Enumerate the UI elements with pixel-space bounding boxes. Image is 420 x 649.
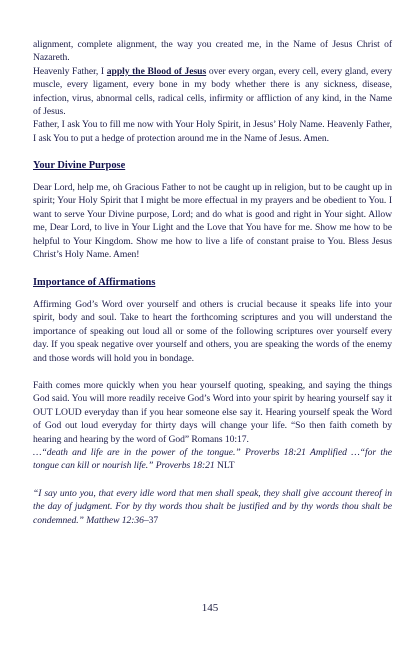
text-run: Amen!: [111, 248, 140, 260]
divine-purpose-paragraph: [33, 181, 392, 261]
page-number: 145: [201, 602, 219, 614]
emphasis-blood-of-jesus: apply the Blood of Jesus: [106, 65, 207, 77]
affirmations-paragraph: [33, 298, 392, 365]
section-heading-affirmations: Importance of Affirmations: [33, 277, 156, 289]
text-run: live a life of constant praise to You. Bless Jesus Christ’s Holy Name.: [33, 235, 392, 260]
proverbs-quote: …“death and life are in the power of the tongue.” Proverbs 18:21 Amplified …“for the tongue can kill or nourish life.” Proverbs 18:21: [33, 447, 392, 472]
text-run: Word over yourself and others is crucial because it speaks life into your spirit, body and soul. Take to heart the forthcoming scriptures and you will understand the importance of speaking out loud all or some of the following scriptures over yourself every day. If you speak negative over yourself and others, you are speaking the words of the enemy and those words will hold you in bondage.: [33, 298, 392, 364]
text-run: Dear Lord, help me, oh Gracious Father to not be caught up in religion, but to be caught up in spirit; Your Holy Spirit that I might be more effectual in my prayers and be obedient to You. I want to serve Your Divine purpose, Lord; and do what is good and right in Your sight. Allow me, Dear Lord, to live in Your Light and the Love that You have for me. Show me how to be helpful to Your Kingdom. Show me how to: [33, 181, 392, 247]
text-run: account thereof in the day of judgment. For by thy words thou shalt be: [33, 487, 392, 513]
text-run: alignment, complete alignment, the way you created me, in the Name of Jesus Christ of Nazareth.: [33, 39, 392, 64]
faith-paragraph: [33, 379, 392, 473]
matthew-quote: [33, 487, 392, 527]
text-run: ily receive God’s Word: [145, 393, 234, 405]
prayer-paragraph-blood: [33, 65, 392, 119]
text-run: Heavenly Father, I: [33, 65, 107, 77]
prayer-section: [33, 38, 392, 145]
text-run: out loud everyday for thirty days will change your life. “So then faith: [65, 420, 347, 432]
text-run: into your spirit by hearing yourself say it OUT LOUD everyday than if you hear someone else say it. Hearing yourself speak the Word of God: [33, 393, 392, 432]
section-heading-divine-purpose: Your Divine Purpose: [33, 160, 126, 172]
text-run: justified and by thy words thou shalt be condemned.” Matthew 12:36: [33, 501, 392, 526]
text-run: –37: [143, 514, 159, 526]
text-run: hearing by the word of God” Romans 10:17.: [79, 433, 249, 445]
prayer-paragraph-holy-spirit: [33, 118, 392, 145]
text-run: cometh by hearing and: [33, 420, 392, 445]
text-run: Affirming God’s: [33, 298, 98, 310]
text-run: Father, I ask You to fill me now with Your Holy Spirit, in Jesus’ Holy Name. Heavenly Father, I ask You to put a hedge of protection around me in the Name of Jesus. Amen.: [33, 119, 392, 144]
text-run: Faith comes more quickly when you hear yourself quoting, speaking, and saying the things God said. You will more read: [33, 379, 392, 405]
text-run: over every organ, every cell, every gland, every muscle, every ligament, every bone in my body whether there is any sickness, disease, infection, virus, abnormal cells, radical cells, infirmity or affliction of any kind, in the Name of Jesus.: [33, 65, 392, 118]
text-run: “I say unto you, that every idle word that men shall speak, they shall give: [33, 487, 320, 499]
prayer-paragraph-alignment: [33, 38, 392, 65]
text-run: NLT: [214, 460, 235, 472]
